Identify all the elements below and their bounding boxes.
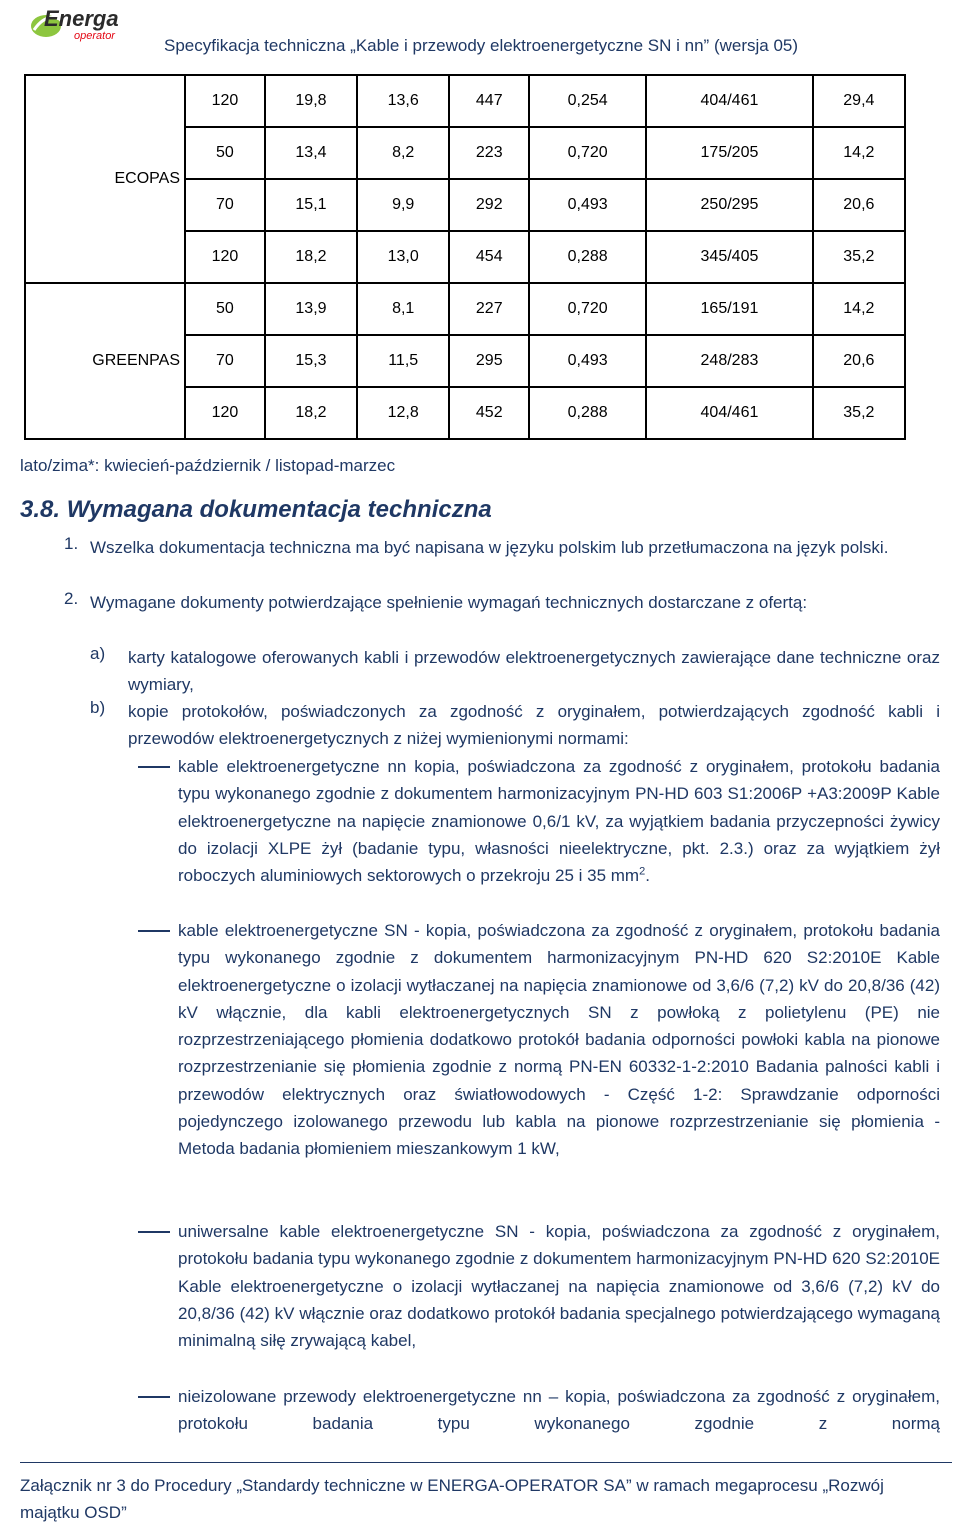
sublist-label-a: a) (90, 644, 106, 663)
table-cell: 70 (185, 179, 265, 231)
table-cell: 0,288 (529, 231, 646, 283)
norm-item-1-end: . (645, 866, 650, 886)
table-cell: 13,0 (357, 231, 449, 283)
table-cell: 447 (449, 75, 529, 127)
norm-item-4: nieizolowane przewody elektroenergetyczne nn – kopia, poświadczona za zgodność z oryginałem, protokołu badania typu wykonanego zgodnie z normą (178, 1387, 940, 1434)
table-cell: 0,493 (529, 179, 646, 231)
dash-bullet-4 (138, 1396, 170, 1398)
table-cell: 20,6 (813, 335, 905, 387)
table-cell: 248/283 (646, 335, 813, 387)
cable-spec-table (24, 74, 906, 440)
table-cell: 20,6 (813, 179, 905, 231)
table-cell: 175/205 (646, 127, 813, 179)
table-cell: 14,2 (813, 127, 905, 179)
cable-type-cell: GREENPAS (25, 283, 185, 439)
table-cell: 165/191 (646, 283, 813, 335)
table-cell: 0,254 (529, 75, 646, 127)
list-item-2-text: Wymagane dokumenty potwierdzające spełnienie wymagań technicznych dostarczane z ofertą: (90, 593, 808, 612)
table-cell: 13,4 (265, 127, 357, 179)
table-cell: 13,9 (265, 283, 357, 335)
table-cell: 0,493 (529, 335, 646, 387)
table-cell: 29,4 (813, 75, 905, 127)
logo-subtitle: operator (74, 30, 115, 42)
page-footer: Załącznik nr 3 do Procedury „Standardy techniczne w ENERGA-OPERATOR SA” w ramach megaprocesu „Rozwój majątku OSD” (20, 1476, 884, 1522)
norm-item-3: uniwersalne kable elektroenergetyczne SN - kopia, poświadczona za zgodność z oryginałem, protokołu badania typu wykonanego zgodnie z dokumentem harmonizacyjnym PN-HD 620 S2:2010E Kable elektroenergetyczne o izolacji wytłaczanej na napięcia znamionowe od 3,6/6 (7,2) kV do 20,8/36 (42) kV włącznie oraz dodatkowo protokół badania specjalnego potwierdzającego wymaganą minimalną siłę zrywającą kabel, (178, 1222, 940, 1351)
table-cell: 292 (449, 179, 529, 231)
table-cell: 454 (449, 231, 529, 283)
table-cell: 35,2 (813, 231, 905, 283)
cable-type-cell: ECOPAS (25, 75, 185, 283)
table-row (25, 283, 905, 335)
table-cell: 345/405 (646, 231, 813, 283)
norm-item-1 (178, 753, 940, 889)
footer-divider (20, 1462, 952, 1463)
table-cell: 120 (185, 75, 265, 127)
table-cell: 0,720 (529, 283, 646, 335)
table-cell: 120 (185, 231, 265, 283)
table-cell: 452 (449, 387, 529, 439)
table-cell: 18,2 (265, 387, 357, 439)
table-cell: 11,5 (357, 335, 449, 387)
season-note: lato/zima*: kwiecień-październik / listopad-marzec (20, 456, 396, 475)
table-cell: 19,8 (265, 75, 357, 127)
sublist-label-b: b) (90, 698, 106, 717)
list-number-2: 2. (64, 589, 79, 608)
dash-bullet-1 (138, 766, 170, 768)
table-cell: 15,3 (265, 335, 357, 387)
table-cell: 18,2 (265, 231, 357, 283)
table-cell: 295 (449, 335, 529, 387)
table-cell: 9,9 (357, 179, 449, 231)
table-cell: 404/461 (646, 75, 813, 127)
table-cell: 250/295 (646, 179, 813, 231)
dash-bullet-3 (138, 1231, 170, 1233)
table-cell: 15,1 (265, 179, 357, 231)
table-cell: 0,720 (529, 127, 646, 179)
table-cell: 13,6 (357, 75, 449, 127)
dash-bullet-2 (138, 930, 170, 932)
table-cell: 14,2 (813, 283, 905, 335)
sublist-b-text: kopie protokołów, poświadczonych za zgodność z oryginałem, potwierdzających zgodność kabli i przewodów elektroenergetycznych z niżej wymienionymi normami: (128, 702, 940, 749)
norm-item-1-text: kable elektroenergetyczne nn kopia, poświadczona za zgodność z oryginałem, protokołu badania typu wykonanego zgodnie z dokumentem harmonizacyjnym PN-HD 603 S1:2006P +A3:2009P Kable elektroenergetyczne na napięcie znamionowe 0,6/1 kV, za wyjątkiem badania przyczepności żywicy do izolacji XLPE żył (badanie typu, własności nieelektryczne, pkt. 2.3.) oraz za wyjątkiem żył roboczych aluminiowych sektorowych o przekroju 25 i 35 mm (178, 757, 940, 886)
table-cell: 227 (449, 283, 529, 335)
table-cell: 223 (449, 127, 529, 179)
table-row (25, 75, 905, 127)
table-cell: 0,288 (529, 387, 646, 439)
list-number-1: 1. (64, 534, 79, 553)
table-cell: 8,2 (357, 127, 449, 179)
norm-item-2: kable elektroenergetyczne SN - kopia, poświadczona za zgodność z oryginałem, protokołu badania typu wykonanego zgodnie z dokumentem harmonizacyjnym PN-HD 620 S2:2010E Kable elektroenergetyczne o izolacji wytłaczanej na napięcia znamionowe od 3,6/6 (7,2) kV do 20,8/36 (42) kV włącznie, dla kabli elektroenergetycznych SN z powłoką z polietylenu (PE) nie rozprzestrzeniającego płomienia dodatkowo protokół badania odporności powłoki kabla na pionowe rozprzestrzenianie się płomienia zgodnie z normą PN-EN 60332-1-2:2010 Badania palności kabli i przewodów elektrycznych oraz światłowodowych - Część 1-2: Sprawdzanie odporności pojedynczego izolowanego przewodu lub kabla na pionowe rozprzestrzenianie się płomienia - Metoda badania płomieniem mieszankowym 1 kW, (178, 921, 940, 1159)
table-cell: 404/461 (646, 387, 813, 439)
table-cell: 50 (185, 127, 265, 179)
logo-name: Energa (44, 6, 119, 31)
page-header-title: Specyfikacja techniczna „Kable i przewody elektroenergetyczne SN i nn” (wersja 05) (164, 36, 799, 55)
table-cell: 12,8 (357, 387, 449, 439)
list-item-1-text: Wszelka dokumentacja techniczna ma być napisana w języku polskim lub przetłumaczona na język polski. (90, 538, 889, 557)
table-cell: 70 (185, 335, 265, 387)
table-cell: 8,1 (357, 283, 449, 335)
table-cell: 120 (185, 387, 265, 439)
table-cell: 50 (185, 283, 265, 335)
table-cell: 35,2 (813, 387, 905, 439)
section-heading: 3.8. Wymagana dokumentacja techniczna (20, 496, 492, 523)
sublist-a-text: karty katalogowe oferowanych kabli i przewodów elektroenergetycznych zawierające dane techniczne oraz wymiary, (128, 648, 940, 695)
superscript-2: 2 (639, 865, 646, 878)
